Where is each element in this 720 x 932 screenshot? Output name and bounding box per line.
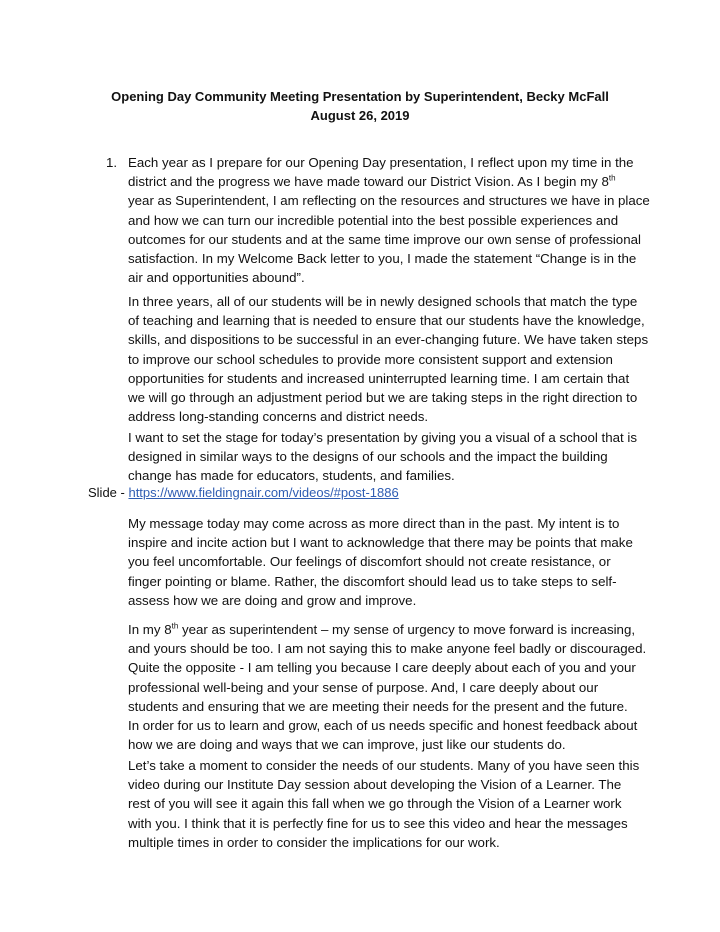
paragraph-4 <box>128 514 638 610</box>
paragraph-line: In three years, all of our students will be in newly designed schools that match the type <box>128 294 638 309</box>
paragraph-line: you feel uncomfortable. Our feelings of discomfort should not create resistance, or <box>128 554 611 570</box>
paragraph-line: Quite the opposite - I am telling you because I care deeply about each of you and your <box>128 660 636 676</box>
paragraph-line <box>128 620 638 639</box>
slide-label: Slide - <box>88 485 129 500</box>
paragraph-line: satisfaction. In my Welcome Back letter to you, I made the statement “Change is in the <box>128 251 637 267</box>
paragraph-line: inspire and incite action but I want to acknowledge that there may be points that make <box>128 535 633 551</box>
paragraph-line: designed in similar ways to the designs of our schools and the impact the building <box>128 449 608 465</box>
paragraph-line: address long-standing concerns and district needs. <box>128 409 429 425</box>
paragraph-line: we will go through an adjustment period but we are taking steps in the right direction to <box>128 390 638 406</box>
slide-reference <box>88 483 399 502</box>
paragraph-line-text: district and the progress we have made toward our District Vision. As I begin my 8 <box>128 174 609 190</box>
paragraph-line: opportunities for students and increased uninterrupted learning time. I am certain that <box>128 370 630 386</box>
paragraph-line: and yours should be too. I am not saying this to make anyone feel badly or discouraged. <box>128 641 647 657</box>
paragraph-line: of teaching and learning that is needed to ensure that our students have the knowledge, <box>128 313 645 329</box>
paragraph-line-text: year as superintendent – my sense of urgency to move forward is increasing, <box>178 622 636 637</box>
paragraph-line: I want to set the stage for today’s presentation by giving you a visual of a school that is <box>128 430 638 445</box>
document-title: Opening Day Community Meeting Presentation by Superintendent, Becky McFall <box>111 89 609 104</box>
superscript: th <box>171 621 179 631</box>
paragraph-1 <box>128 153 650 287</box>
paragraph-line: to improve our school schedules to provide more consistent support and extension <box>128 351 613 367</box>
paragraph-line: students and ensuring that we are meeting their needs for the present and the future. <box>128 698 628 714</box>
paragraph-line: My message today may come across as more direct than in the past. My intent is to <box>128 516 620 531</box>
paragraph-5 <box>128 620 647 754</box>
paragraph-line: air and opportunities abound”. <box>128 270 305 286</box>
paragraph-line: with you. I think that it is perfectly fine for us to see this video and hear the messages <box>128 815 628 831</box>
paragraph-line: how we are doing and ways that we can improve, just like our students do. <box>128 737 566 753</box>
paragraph-line: year as Superintendent, I am reflecting on the resources and structures we have in place <box>128 193 650 209</box>
paragraph-line: rest of you will see it again this fall when we go through the Vision of a Learner work <box>128 796 622 812</box>
paragraph-line: outcomes for our students and at the same time improve our own sense of professional <box>128 231 641 247</box>
paragraph-line: skills, and dispositions to be successful in an ever-changing future. We have taken steps <box>128 332 649 348</box>
slide-video-link[interactable]: https://www.fieldingnair.com/videos/#post-1886 <box>128 485 399 500</box>
paragraph-line: Each year as I prepare for our Opening Day presentation, I reflect upon my time in the <box>128 155 634 170</box>
paragraph-line: finger pointing or blame. Rather, the discomfort should lead us to take steps to self- <box>128 573 617 589</box>
paragraph-3 <box>128 428 638 486</box>
paragraph-6 <box>128 756 638 852</box>
list-number: 1. <box>106 155 118 170</box>
paragraph-line: video during our Institute Day session about developing the Vision of a Learner. The <box>128 777 622 793</box>
superscript: th <box>608 173 616 183</box>
paragraph-line: and how we can turn our incredible potential into the best possible experiences and <box>128 212 619 228</box>
paragraph-line: In order for us to learn and grow, each of us needs specific and honest feedback about <box>128 718 638 734</box>
paragraph-line-text: In my 8 <box>128 622 172 637</box>
document-date: August 26, 2019 <box>310 108 410 123</box>
paragraph-line: Let’s take a moment to consider the needs of our students. Many of you have seen this <box>128 758 640 773</box>
paragraph-line: assess how we are doing and grow and improve. <box>128 592 417 608</box>
paragraph-2 <box>128 292 649 426</box>
paragraph-line: multiple times in order to consider the implications for our work. <box>128 834 500 850</box>
paragraph-line: change has made for educators, students, and families. <box>128 468 455 484</box>
paragraph-line: professional well-being and your sense of purpose. And, I care deeply about our <box>128 679 599 695</box>
paragraph-line <box>128 172 638 191</box>
